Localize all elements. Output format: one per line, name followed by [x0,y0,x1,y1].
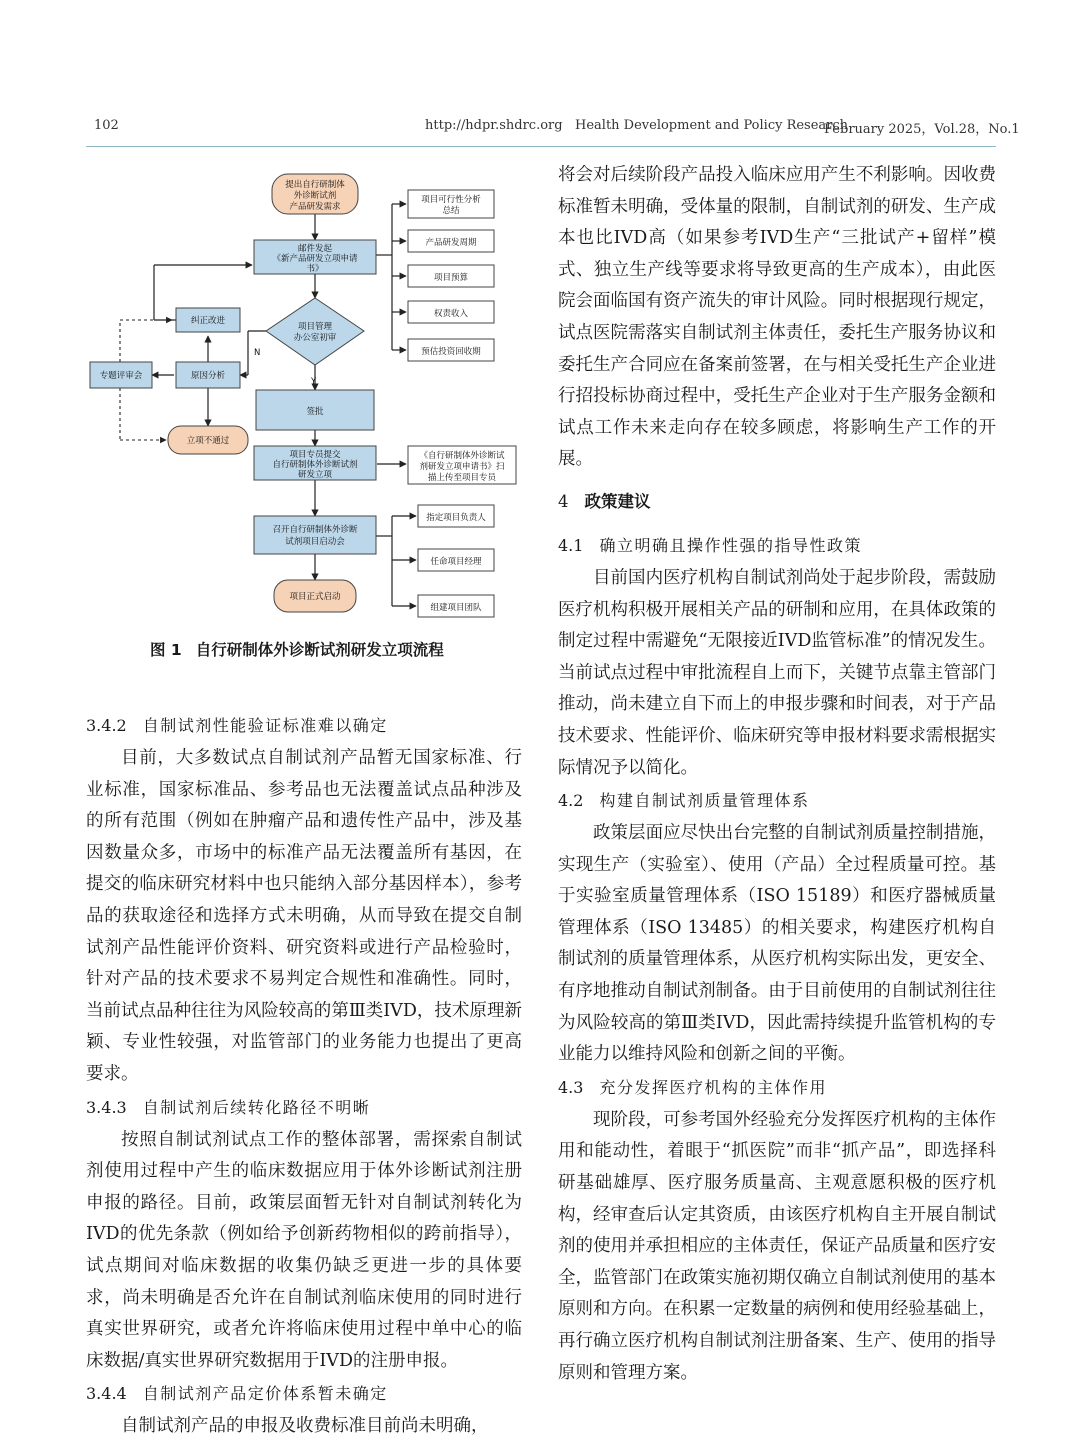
paragraph: 目前，大多数试点自制试剂产品暂无国家标准、行业标准，国家标准品、参考品也无法覆盖试点品种涉及的所有范围（例如在肿瘤产品和遗传性产品中，涉及基因数量众多，市场中的标准产品无法覆盖所有基因，在提交的临床研究材料中也只能纳入部分基因样本），参考品的获取途径和选择方式未明确，从而导致在提交自制试剂产品性能评价资料、研究资料或进行产品检验时，针对产品的技术要求不易判定合规性和准确性。同时，当前试点品种往往为风险较高的第Ⅲ类IVD，技术原理新颖、专业性较强，对监管部门的业务能力也提出了更高要求。 [86,748,522,1084]
flow-expert-text: 专题评审会 [99,371,143,381]
subsection-number: 3.4.2 [86,716,127,735]
flow-kickoff-item-text: 指定项目负责人 [426,513,486,523]
flow-upload-line-2: 剂研发立项申请书》扫 [419,462,505,472]
flow-right-item-text: 项目可行性分析 [421,195,481,205]
flow-upload-node [408,446,516,484]
flowchart-figure [86,170,526,630]
flow-sign-node [256,390,374,430]
section-number: 4 [558,491,569,511]
flow-start-line-3: 产品研发需求 [289,202,341,212]
subsection-number: 3.4.3 [86,1097,127,1117]
subsection-title: 充分发挥医疗机构的主体作用 [599,1077,827,1097]
flow-correct-node [176,308,240,332]
subsection-number: 4.1 [558,535,584,555]
subsection-title: 构建自制试剂质量管理体系 [599,791,810,811]
flow-right-item-text: 预估投资回收期 [421,347,481,357]
flow-cause-text: 原因分析 [190,371,226,381]
flow-email-line-3: 书》 [306,264,324,274]
flow-right-item-text: 产品研发周期 [425,238,477,248]
flow-label-n: N [254,348,261,358]
subsection-title: 自制试剂性能验证标准难以确定 [142,716,388,735]
subsection-title: 自制试剂产品定价体系暂未确定 [142,1384,388,1404]
flow-decision-node [266,298,364,365]
paragraph: 将会对后续阶段产品投入临床应用产生不利影响。因收费标准暂未明确，受体量的限制，自制试剂的研发、生产成本也比IVD高（如果参考IVD生产“三批试产+留样”模式、独立生产线等要求将导致更高的生产成本），由此医院会面临国有资产流失的审计风险。同时根据现行规定，试点医院需落实自制试剂主体责任，委托生产服务协议和委托生产合同应在备案前签署，在与相关受托生产企业进行招投标协商过程中，受托生产企业对于生产服务金额和试点工作未来走向存在较多顾虑，将影响生产工作的开展。 [558,165,996,470]
subsection-title: 确立明确且操作性强的指导性政策 [599,535,862,555]
subsection-title: 自制试剂后续转化路径不明晰 [142,1097,371,1117]
paragraph: 自制试剂产品的申报及收费标准目前尚未明确， [121,1416,489,1437]
subsection-number: 4.2 [558,791,584,811]
flow-submit-node [254,446,376,480]
paragraph: 目前国内医疗机构自制试剂尚处于起步阶段，需鼓励医疗机构积极开展相关产品的研制和应用，在具体政策的制定过程中需避免“无限接近IVD监管标准”的情况发生。当前试点过程中审批流程自上而下，关键节点靠主管部门推动，尚未建立自下而上的申报步骤和时间表，对于产品技术要求、性能评价、临床研究等申报材料要求需根据实际情况予以简化。 [558,567,996,778]
flow-submit-line-3: 研发立项 [297,470,333,480]
flow-right-item [408,265,494,287]
flow-expert-node [90,362,152,388]
subsection-heading-4-3 [558,1071,996,1105]
flow-right-item-text: 项目预算 [433,273,469,283]
flow-kickoff-item-text: 任命项目经理 [430,557,482,567]
flow-reject-text: 立项不通过 [186,436,230,446]
subsection-heading-3-4-2 [86,709,522,743]
flow-kickoff-item-text: 组建项目团队 [430,603,482,613]
flow-email-line-2: 《新产品研发立项申请 [272,254,358,264]
flow-kickoff-node [254,516,376,554]
figure-caption-text: 自行研制体外诊断试剂研发立项流程 [195,641,444,659]
flow-kickoff-item [418,595,494,617]
flow-right-item [408,301,494,323]
paragraph: 现阶段，可参考国外经验充分发挥医疗机构的主体作用和能动性，着眼于“抓医院”而非“抓产品”，即选择科研基础雄厚、医疗服务质量高、主观意愿积极的医疗机构，经审查后认定其资质，由该医疗机构自主开展自制试剂的使用并承担相应的主体责任，保证产品质量和医疗安全，监管部门在政策实施初期仅确立自制试剂使用的基本原则和方向。在积累一定数量的病例和使用经验基础上，再行确立医疗机构自制试剂注册备案、生产、使用的指导原则和管理方案。 [558,1109,996,1383]
section-heading-4 [558,476,996,529]
flow-upload-line-1: 《自行研制体外诊断试 [419,451,505,461]
figure-caption [150,638,444,660]
flow-upload-line-3: 描上传至项目专员 [427,473,497,483]
journal-name: Health Development and Policy Research [575,118,849,133]
flow-sign-text: 签批 [306,407,324,417]
journal-url[interactable]: http://hdpr.shdrc.org [425,118,563,133]
flow-email-line-1: 邮件发起 [297,244,333,254]
figure-caption-label: 图 1 [150,641,182,659]
flow-email-node [254,240,376,274]
flow-label-y: Y [311,377,317,387]
section-title: 政策建议 [584,491,651,511]
flow-submit-line-1: 项目专员提交 [289,450,341,460]
flow-right-item-text: 总结 [442,206,460,216]
subsection-number: 3.4.4 [86,1384,127,1404]
flow-kickoff-line-1: 召开自行研制体外诊断 [272,525,358,535]
subsection-heading-4-2 [558,784,996,818]
flow-kickoff-item [418,549,494,571]
right-column [558,160,996,1389]
flow-decision-line-1: 项目管理 [297,322,333,332]
paragraph: 政策层面应尽快出台完整的自制试剂质量控制措施，实现生产（实验室）、使用（产品）全过程质量可控。基于实验室质量管理体系（ISO 15189）和医疗器械质量管理体系（ISO 13485）的相关要求，构建医疗机构自制试剂的质量管理体系，从医疗机构实际出发，更安全、有序地推动自制试剂制备。由于目前使用的自制试剂往往为风险较高的第Ⅲ类IVD，因此需持续提升监管机构的专业能力以维持风险和创新之间的平衡。 [558,823,996,1065]
flow-right-item [408,190,494,218]
subsection-heading-4-1 [558,529,996,563]
flow-start-line-1: 提出自行研制体 [285,180,345,190]
subsection-number: 4.3 [558,1077,584,1097]
header-rule [86,146,996,147]
subsection-heading-3-4-4 [86,1377,522,1411]
flow-right-item [408,230,494,252]
subsection-heading-3-4-3 [86,1091,522,1125]
flow-right-item [408,339,494,361]
flow-decision-line-2: 办公室初审 [293,333,337,343]
flow-start-node [272,174,358,214]
flow-start-line-2: 外诊断试剂 [293,191,337,201]
flow-official-text: 项目正式启动 [289,592,341,602]
flow-official-node [274,580,356,612]
flow-kickoff-line-2: 试剂项目启动会 [285,537,345,547]
page-number: 102 [94,118,119,133]
flow-correct-text: 纠正改进 [190,316,226,326]
left-column [86,709,522,1443]
paragraph: 按照自制试剂试点工作的整体部署，需探索自制试剂使用过程中产生的临床数据应用于体外诊断试剂注册申报的路径。目前，政策层面暂无针对自制试剂转化为IVD的优先条款（例如给予创新药物相似的跨前指导），试点期间对临床数据的收集仍缺乏更进一步的具体要求，尚未明确是否允许在自制试剂临床使用的同时进行真实世界研究，或者允许将临床使用过程中单中心的临床数据/真实世界研究数据用于IVD的注册申报。 [86,1129,522,1371]
flow-cause-node [176,362,240,388]
flow-reject-node [168,426,248,454]
journal-issue: February 2025，Vol.28，No.1 [824,122,1020,137]
flow-kickoff-item [418,505,494,527]
flow-submit-line-2: 自行研制体外诊断试剂 [272,460,358,470]
flow-right-item-text: 权责收入 [433,309,469,319]
